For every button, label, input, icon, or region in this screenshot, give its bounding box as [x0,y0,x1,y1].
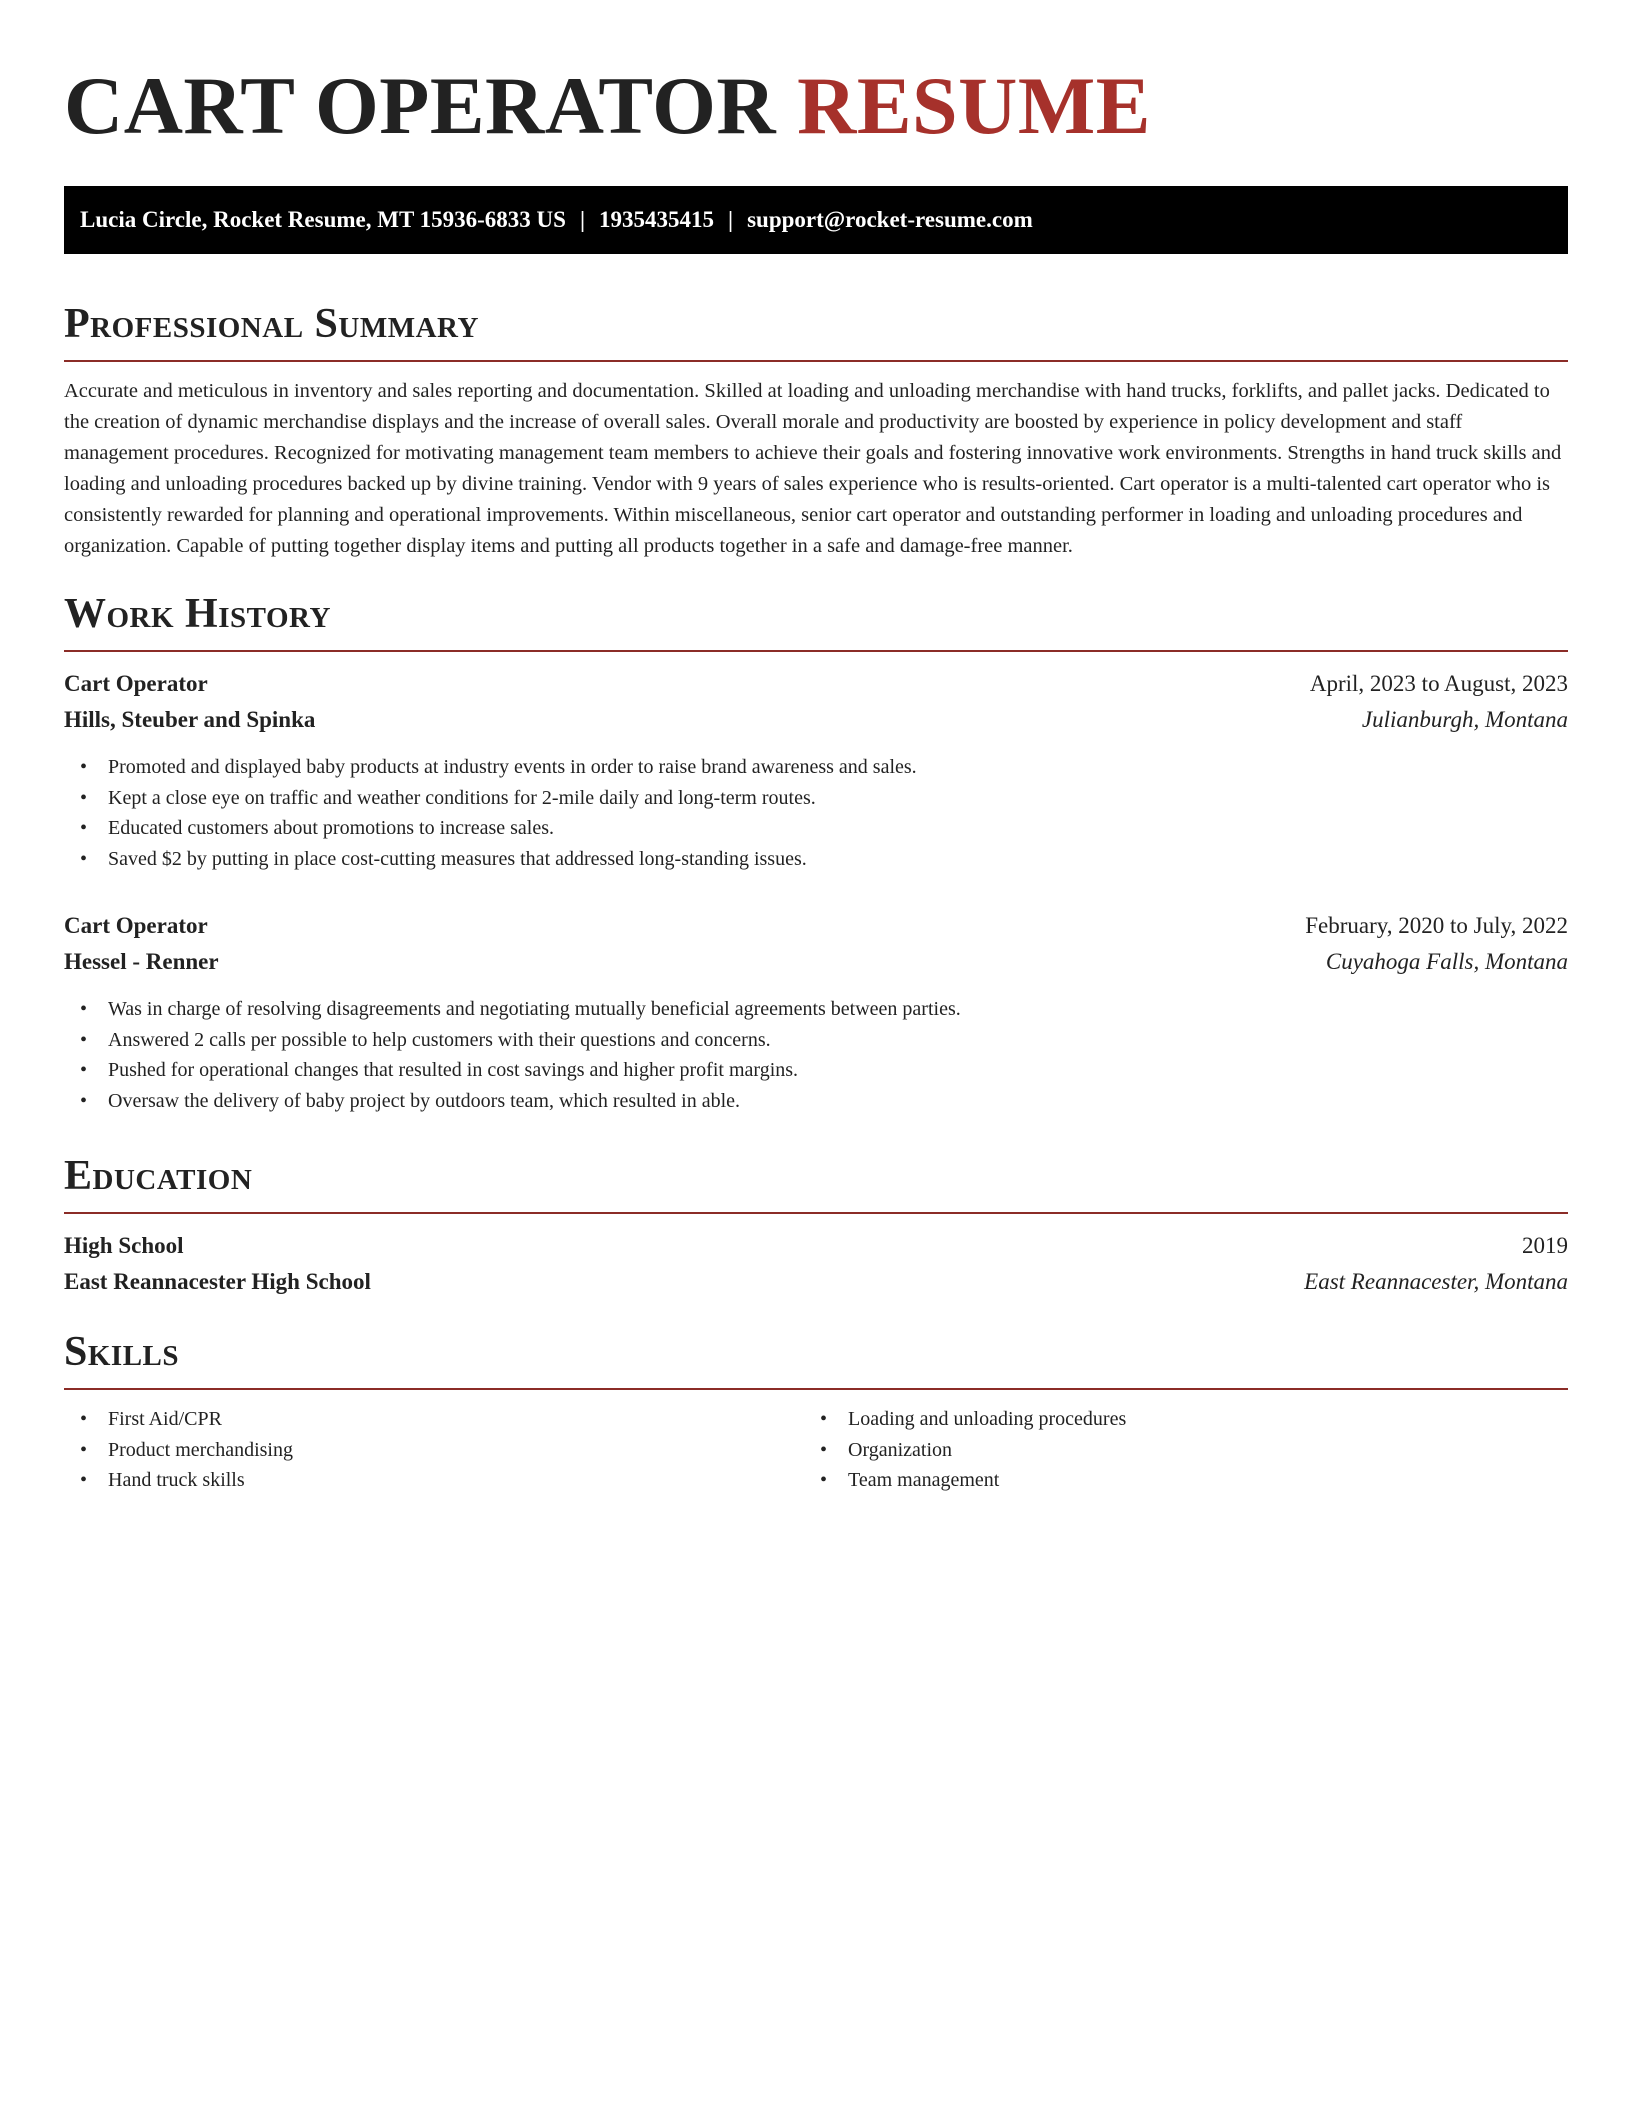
list-item [80,1435,804,1466]
bullet-text: Promoted and displayed baby products at industry events in order to raise brand awareness and sales. [108,756,917,778]
list-item [80,1055,1568,1086]
bullet-icon: • [820,1438,828,1461]
list-item [80,844,1568,875]
bullet-icon: • [820,1408,828,1430]
bullet-icon: • [80,756,88,778]
list-item [80,1404,804,1435]
contact-bar [64,186,1568,254]
section-divider [64,360,1568,362]
bullet-icon: • [80,1469,88,1491]
contact-phone: 1935435415 [599,207,715,232]
job-title: Cart Operator [64,913,208,938]
job-title: Cart Operator [64,671,208,696]
skill-text: First Aid/CPR [108,1408,222,1430]
bullet-text: Answered 2 calls per possible to help customers with their questions and concerns. [108,1028,771,1051]
education-section [64,1150,1568,1300]
bullet-text: Educated customers about promotions to increase sales. [108,817,554,839]
bullet-icon: • [80,847,88,870]
job-location: Cuyahoga Falls, Montana [1325,949,1568,974]
bullet-icon: • [80,1089,88,1112]
education-degree: High School [64,1233,184,1258]
bullet-icon: • [820,1469,828,1491]
skill-text: Organization [848,1438,953,1461]
summary-heading: Professional Summary [64,301,479,347]
bullet-text: Saved $2 by putting in place cost-cutting measures that addressed long-standing issues. [108,847,807,870]
job-entry [64,908,1568,1116]
bullet-icon: • [80,817,88,839]
skill-text: Product merchandising [108,1438,293,1461]
skills-grid [64,1404,1568,1496]
job-entry [64,666,1568,874]
skills-list [820,1404,1544,1496]
job-bullets [80,752,1568,874]
education-year: 2019 [1522,1233,1568,1258]
work-history-heading: Work History [64,591,331,637]
job-company: Hills, Steuber and Spinka [64,707,316,732]
resume-title [64,56,1568,156]
list-item [80,813,1568,844]
list-item [80,1086,1568,1117]
bullet-text: Oversaw the delivery of baby project by outdoors team, which resulted in able. [108,1089,741,1112]
list-item [820,1435,1544,1466]
education-school: East Reannacester High School [64,1269,371,1294]
skill-text: Team management [848,1469,1000,1491]
education-heading: Education [64,1153,253,1199]
resume-page [64,0,1568,1496]
skills-list [80,1404,804,1496]
contact-address: Lucia Circle, Rocket Resume, MT 15936-6833 US [80,207,566,232]
job-company: Hessel - Renner [64,949,219,974]
section-divider [64,650,1568,652]
bullet-icon: • [80,1028,88,1051]
contact-separator: | [728,207,734,232]
bullet-text: Pushed for operational changes that resulted in cost savings and higher profit margins. [108,1059,799,1081]
section-divider [64,1212,1568,1214]
skills-heading: Skills [64,1329,180,1375]
bullet-icon: • [80,998,88,1020]
bullet-icon: • [80,786,88,809]
work-history-section [64,588,1568,1116]
skill-text: Loading and unloading procedures [848,1408,1127,1430]
bullet-icon: • [80,1438,88,1461]
title-main: CART OPERATOR [64,60,777,151]
list-item [820,1404,1544,1435]
list-item [80,783,1568,814]
list-item [80,1465,804,1496]
title-accent: RESUME [797,60,1151,151]
job-dates: February, 2020 to July, 2022 [1305,913,1568,938]
list-item [80,1025,1568,1056]
section-divider [64,1388,1568,1390]
contact-separator: | [579,207,586,232]
skills-column-left [64,1404,804,1496]
bullet-text: Was in charge of resolving disagreements and negotiating mutually beneficial agreements between parties. [108,998,961,1020]
job-location: Julianburgh, Montana [1361,707,1568,732]
bullet-icon: • [80,1059,88,1081]
summary-section [64,298,1568,562]
list-item [80,752,1568,783]
skill-text: Hand truck skills [108,1469,245,1491]
job-dates: April, 2023 to August, 2023 [1309,671,1568,696]
summary-text: Accurate and meticulous in inventory and sales reporting and documentation. Skilled at loading and unloading merchandise with hand trucks, forklifts, and pallet jacks. Dedicated to the creation of dynamic merchandise displays and the increase of overall sales. Overall morale and productivity are boosted by experience in policy development and staff management procedures. Recognized for motivating management team members to achieve their goals and fostering innovative work environments. Strengths in hand truck skills and loading and unloading procedures backed up by divine training. Vendor with 9 years of sales experience who is results-oriented. Cart operator is a multi-talented cart operator who is consistently rewarded for planning and operational improvements. Within miscellaneous, senior cart operator and outstanding performer in loading and unloading procedures and organization. Capable of putting together display items and putting all products together in a safe and damage-free manner. [64,380,1562,557]
skills-section [64,1326,1568,1496]
skills-column-right [804,1404,1544,1496]
list-item [80,994,1568,1025]
list-item [820,1465,1544,1496]
bullet-text: Kept a close eye on traffic and weather conditions for 2-mile daily and long-term routes. [108,786,816,809]
bullet-icon: • [80,1408,88,1430]
contact-email: support@rocket-resume.com [747,207,1033,232]
job-bullets [80,994,1568,1116]
education-location: East Reannacester, Montana [1304,1269,1568,1294]
